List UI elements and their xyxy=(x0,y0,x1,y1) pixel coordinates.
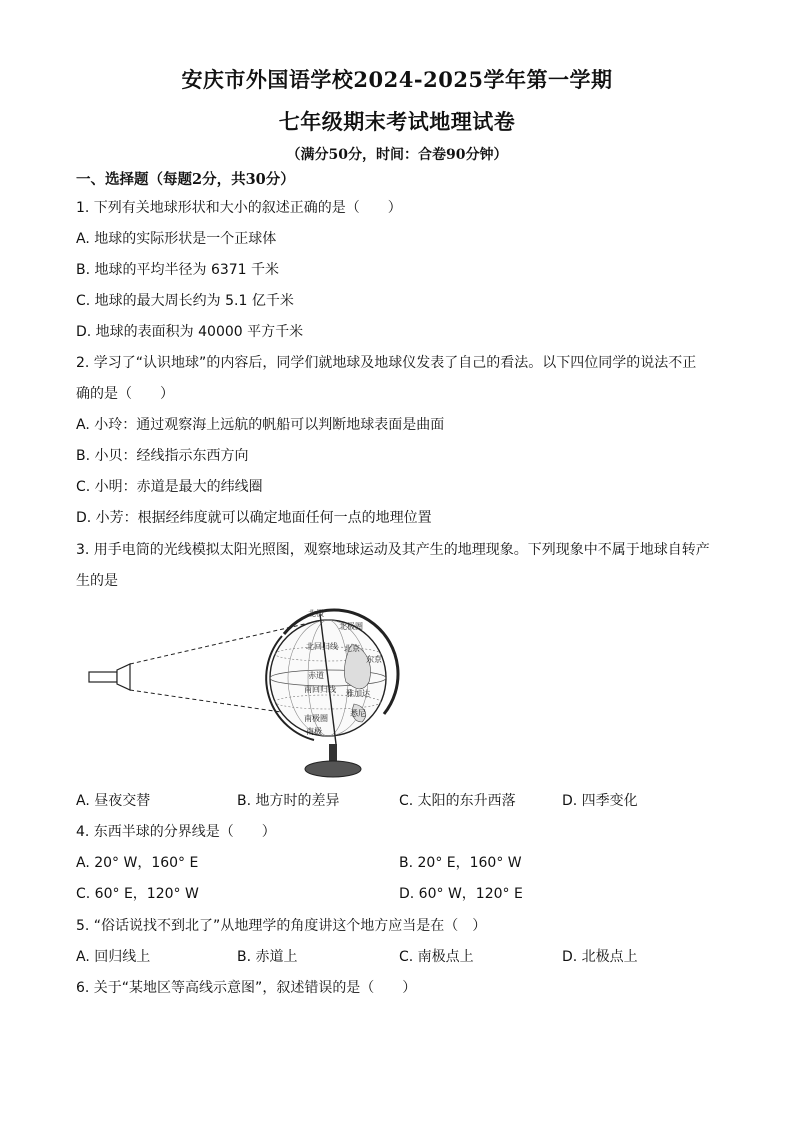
question-2-stem-line1: 2. 学习了“认识地球”的内容后，同学们就地球及地球仪发表了自己的看法。以下四位同学的说法不正 xyxy=(76,355,697,371)
question-1-option-c: C. 地球的最大周长约为 5.1 亿千米 xyxy=(76,293,294,309)
question-1-option-a: A. 地球的实际形状是一个正球体 xyxy=(76,231,277,247)
question-2-option-b: B. 小贝：经线指示东西方向 xyxy=(76,448,249,464)
globe-label-arctic-circle: 北极圈 xyxy=(339,622,363,631)
question-1-stem: 1. 下列有关地球形状和大小的叙述正确的是（ ） xyxy=(76,200,402,216)
question-4-option-d: D. 60° W，120° E xyxy=(399,886,523,902)
globe-label-tropic-capricorn: 南回归线 xyxy=(304,685,336,694)
flashlight-icon xyxy=(89,664,130,690)
question-2-option-d: D. 小芳：根据经纬度就可以确定地面任何一点的地理位置 xyxy=(76,510,432,526)
globe-label-north-pole: 北极 xyxy=(308,609,324,618)
flashlight-globe-figure xyxy=(84,604,424,780)
exam-title-line1: 安庆市外国语学校2024-2025学年第一学期 xyxy=(181,67,613,92)
globe-label-south-pole: 南极 xyxy=(306,727,322,736)
question-3-option-a: A. 昼夜交替 xyxy=(76,793,151,809)
question-1-option-b: B. 地球的平均半径为 6371 千米 xyxy=(76,262,280,278)
question-4-stem: 4. 东西半球的分界线是（ ） xyxy=(76,824,276,840)
question-4-option-a: A. 20° W，160° E xyxy=(76,855,199,871)
question-3-stem-line1: 3. 用手电筒的光线模拟太阳光照图，观察地球运动及其产生的地理现象。下列现象中不属于地球自转产 xyxy=(76,542,710,558)
question-5-option-a: A. 回归线上 xyxy=(76,949,151,965)
question-5-option-b: B. 赤道上 xyxy=(237,949,298,965)
question-2-option-a: A. 小玲：通过观察海上远航的帆船可以判断地球表面是曲面 xyxy=(76,417,445,433)
question-2-option-c: C. 小明：赤道是最大的纬线圈 xyxy=(76,479,263,495)
globe-label-beijing: 北京 xyxy=(344,644,360,653)
question-3-option-c: C. 太阳的东升西落 xyxy=(399,793,516,809)
globe-label-jakarta: 雅加达 xyxy=(346,689,370,698)
question-3-option-b: B. 地方时的差异 xyxy=(237,793,340,809)
question-4-option-b: B. 20° E，160° W xyxy=(399,855,522,871)
globe-label-sydney: 悉尼 xyxy=(350,709,366,718)
question-6-stem: 6. 关于“某地区等高线示意图”，叙述错误的是（ ） xyxy=(76,980,417,996)
section-heading: 一、选择题（每题2分，共30分） xyxy=(76,171,295,188)
question-3-option-d: D. 四季变化 xyxy=(562,793,638,809)
globe-label-tropic-cancer: 北回归线 xyxy=(306,642,338,651)
globe-label-antarctic-circle: 南极圈 xyxy=(304,714,328,723)
globe-illustration xyxy=(84,604,424,780)
question-1-option-d: D. 地球的表面积为 40000 平方千米 xyxy=(76,324,304,340)
exam-subtitle: （满分50分，时间：合卷90分钟） xyxy=(286,147,508,163)
question-5-option-c: C. 南极点上 xyxy=(399,949,474,965)
globe-label-equator: 赤道 xyxy=(308,671,324,680)
question-5-option-d: D. 北极点上 xyxy=(562,949,638,965)
exam-title-line2: 七年级期末考试地理试卷 xyxy=(278,109,516,134)
question-5-stem: 5. “俗话说找不到北了”从地理学的角度讲这个地方应当是在（ ） xyxy=(76,918,487,934)
globe-label-tokyo: 东京 xyxy=(366,655,382,664)
question-3-stem-line2: 生的是 xyxy=(76,573,118,589)
question-2-stem-line2: 确的是（ ） xyxy=(76,386,174,402)
question-4-option-c: C. 60° E，120° W xyxy=(76,886,199,902)
